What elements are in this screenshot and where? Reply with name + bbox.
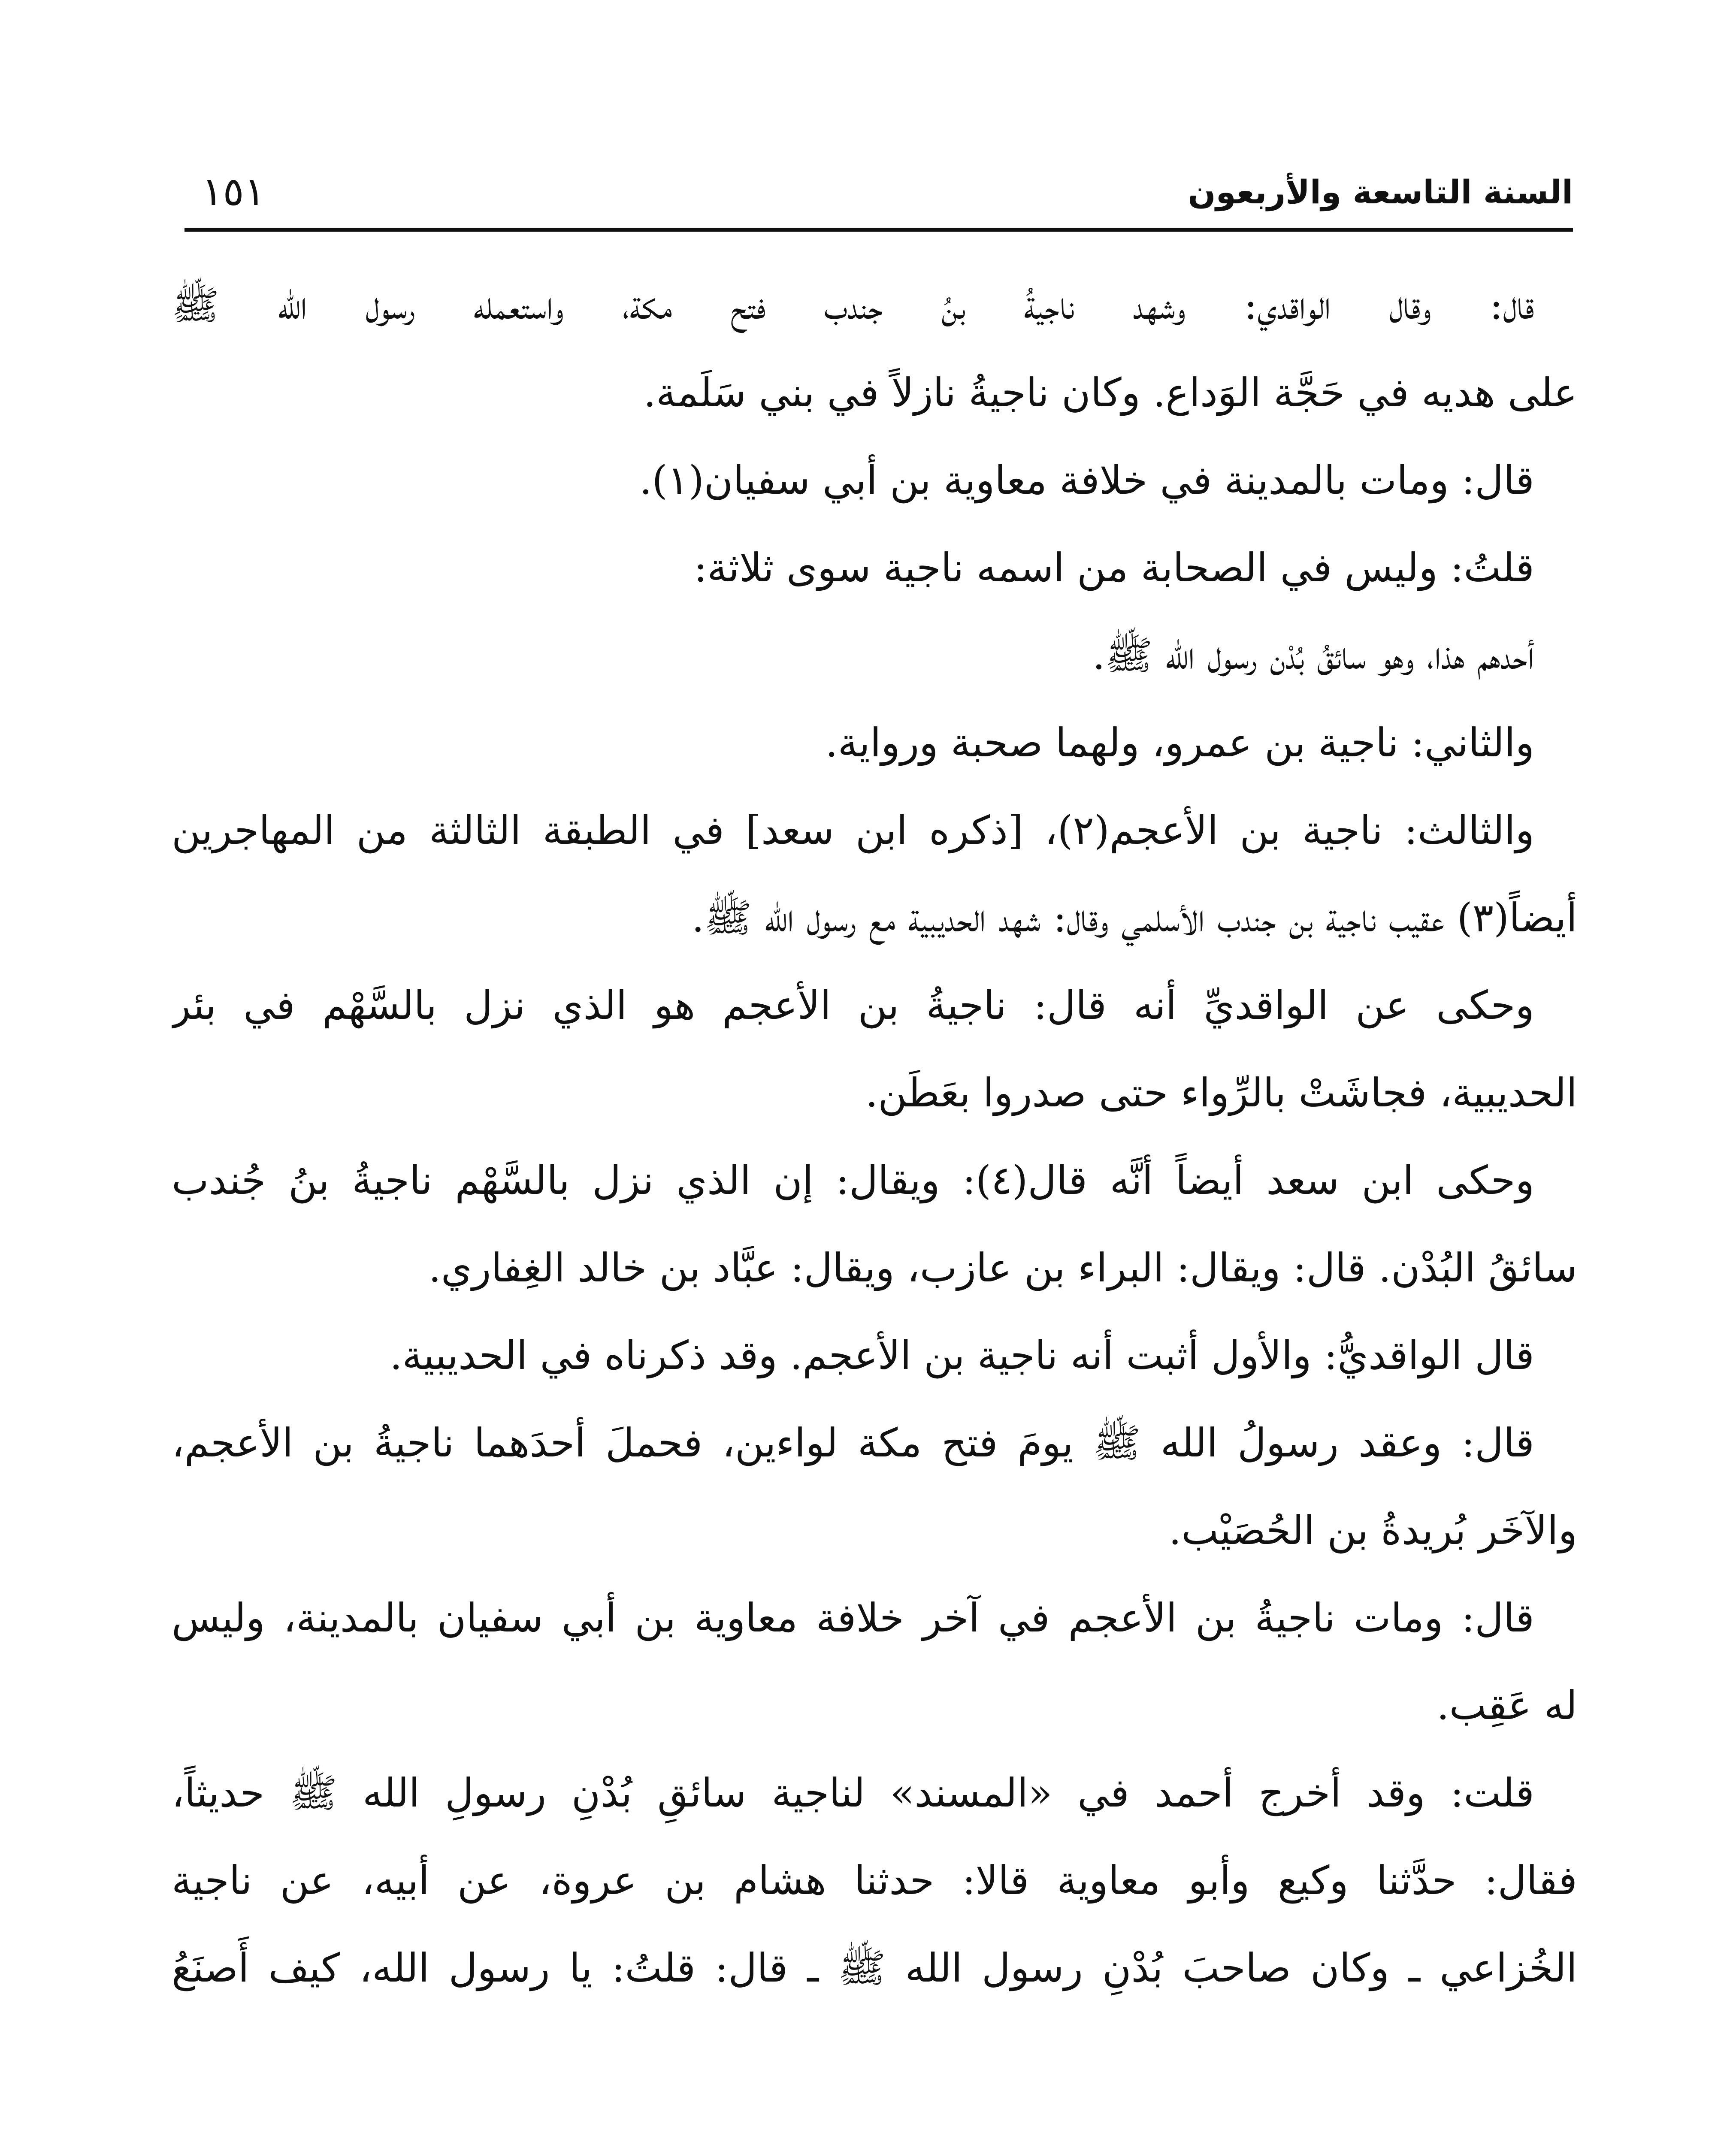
text-line: الحديبية، فجاشَتْ بالرِّواء حتى صدروا بعَطَن. — [865, 1070, 1577, 1116]
text-line: أيضاً(٣) عقيب ناجية بن جندب الأسلمي وقال: شهد الحديبية مع رسول الله ﷺ. — [691, 895, 1577, 941]
header-title: السنة التاسعة والأربعون — [1188, 173, 1573, 211]
text-line: وحكى ابن سعد أيضاً أنَّه قال(٤): ويقال: إن الذي نزل بالسَّهْم ناجيةُ بنُ جُندب — [172, 1157, 1534, 1203]
text-line: سائقُ البُدْن. قال: ويقال: البراء بن عازب، ويقال: عبَّاد بن خالد الغِفاري. — [428, 1245, 1577, 1291]
text-line: فقال: حدَّثنا وكيع وأبو معاوية قالا: حدثنا هشام بن عروة، عن أبيه، عن ناجية — [172, 1858, 1577, 1903]
text-line: وحكى عن الواقديِّ أنه قال: ناجيةُ بن الأعجم هو الذي نزل بالسَّهْم في بئر — [172, 982, 1534, 1028]
running-header — [184, 142, 1573, 232]
text-line: قال: وعقد رسولُ الله ﷺ يومَ فتح مكة لواءين، فحملَ أحدَهما ناجيةُ بن الأعجم، — [172, 1420, 1534, 1466]
page-number: ١٥١ — [202, 169, 266, 214]
text-line: له عَقِب. — [1437, 1683, 1577, 1728]
header-rule — [184, 228, 1573, 232]
text-line: قلتُ: وليس في الصحابة من اسمه ناجية سوى ثلاثة: — [694, 545, 1534, 591]
text-line: على هديه في حَجَّة الوَداع. وكان ناجيةُ نازلاً في بني سَلَمة. — [643, 370, 1577, 416]
text-line: الخُزاعي ـ وكان صاحبَ بُدْنِ رسول الله ﷺ ـ قال: قلتُ: يا رسول الله، كيف أَصنَعُ — [172, 1945, 1577, 1991]
text-line: أحدهم هذا، وهو سائقُ بُدْن رسول الله ﷺ. — [1092, 632, 1534, 678]
text-line: قال: ومات بالمدينة في خلافة معاوية بن أبي سفيان(١). — [639, 457, 1534, 503]
text-line: قال: ومات ناجيةُ بن الأعجم في آخر خلافة معاوية بن أبي سفيان بالمدينة، وليس — [172, 1595, 1535, 1641]
main-text — [172, 262, 1577, 2012]
text-line: قلت: وقد أخرج أحمد في «المسند» لناجية سائقِ بُدْنِ رسولِ الله ﷺ حديثاً، — [172, 1770, 1534, 1816]
text-line: والثاني: ناجية بن عمرو، ولهما صحبة ورواية. — [825, 720, 1534, 766]
text-line: قال الواقديُّ: والأول أثبت أنه ناجية بن الأعجم. وقد ذكرناه في الحديبية. — [390, 1332, 1534, 1378]
text-line: قال: وقال الواقدي: وشهد ناجيةُ بنُ جندب فتح مكة، واستعمله رسول الله ﷺ — [172, 282, 1534, 328]
text-line: والثالث: ناجية بن الأعجم(٢)، [ذكره ابن سعد] في الطبقة الثالثة من المهاجرين — [172, 807, 1534, 853]
text-line: والآخَر بُريدةُ بن الحُصَيْب. — [1168, 1508, 1577, 1553]
